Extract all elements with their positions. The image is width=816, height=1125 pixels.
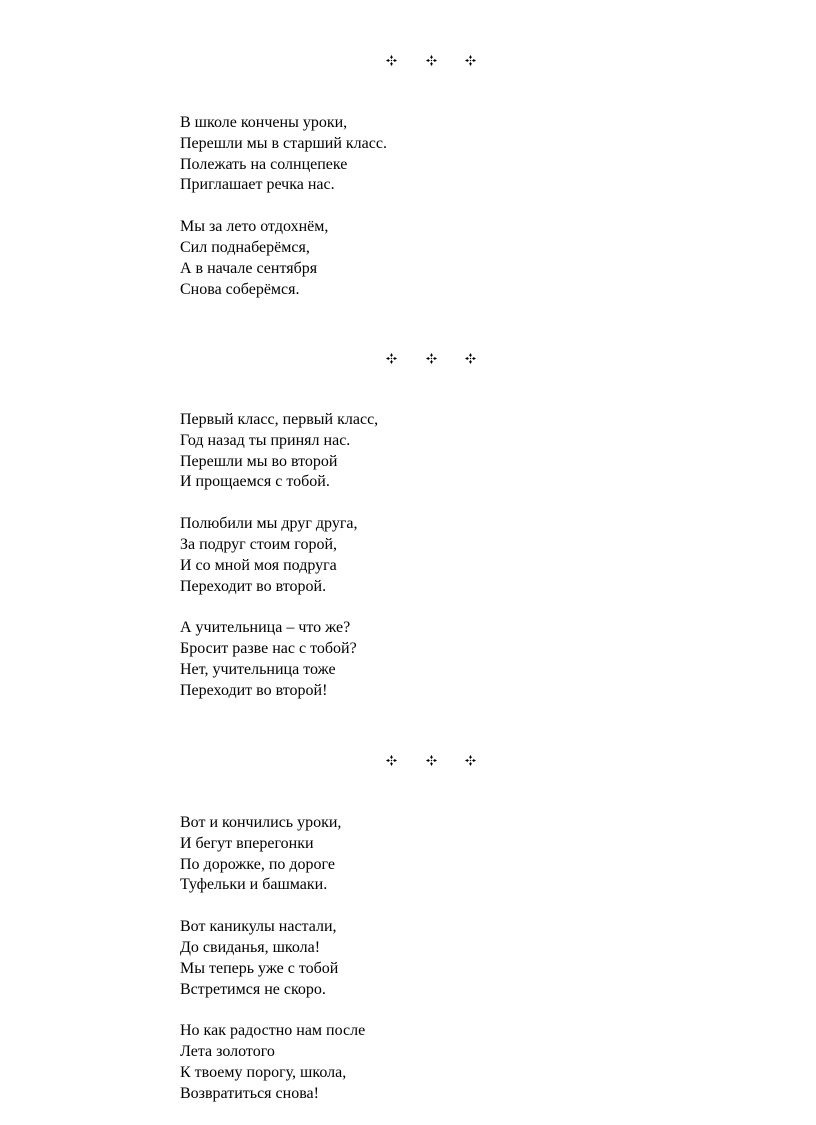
diamond-flower-icon bbox=[386, 353, 397, 364]
poem-line: Мы за лето отдохнём, bbox=[180, 218, 329, 236]
diamond-flower-icon bbox=[465, 353, 476, 364]
stanza bbox=[180, 618, 680, 701]
poem-line: Мы теперь уже с тобой bbox=[180, 959, 339, 977]
section-divider bbox=[386, 53, 476, 67]
poem-1 bbox=[180, 113, 680, 300]
poem-line: Переходит во второй! bbox=[180, 681, 328, 699]
poem-line: Полюбили мы друг друга, bbox=[180, 515, 358, 533]
poem-line: И прощаемся с тобой. bbox=[180, 473, 330, 491]
poem-line: И бегут вперегонки bbox=[180, 834, 314, 852]
poem-line: По дорожке, по дороге bbox=[180, 855, 335, 873]
poem-line: Переходит во второй. bbox=[180, 577, 327, 595]
poem-line: И со мной моя подруга bbox=[180, 556, 337, 574]
poem-line: Вот и кончились уроки, bbox=[180, 814, 342, 831]
stanza bbox=[180, 514, 680, 597]
poem-line: За подруг стоим горой, bbox=[180, 535, 338, 553]
poem-3 bbox=[180, 813, 680, 1105]
diamond-flower-icon bbox=[426, 353, 437, 364]
diamond-flower-icon bbox=[386, 55, 397, 66]
poem-line: Первый класс, первый класс, bbox=[180, 411, 379, 428]
poem-line: Сил поднаберёмся, bbox=[180, 238, 310, 256]
poem-line: Перешли мы во второй bbox=[180, 452, 338, 470]
poem-line: А в начале сентября bbox=[180, 259, 318, 277]
stanza bbox=[180, 113, 680, 196]
section-divider bbox=[386, 753, 476, 767]
poem-line: Встретимся не скоро. bbox=[180, 980, 326, 998]
poem-line: Но как радостно нам после bbox=[180, 1022, 366, 1040]
poem-line: Бросит разве нас с тобой? bbox=[180, 640, 357, 658]
poem-line: А учительница – что же? bbox=[180, 619, 351, 637]
poem-line: Приглашает речка нас. bbox=[180, 176, 335, 194]
diamond-flower-icon bbox=[465, 755, 476, 766]
stanza bbox=[180, 410, 680, 493]
poem-line: Туфельки и башмаки. bbox=[180, 876, 328, 894]
poem-line: Год назад ты принял нас. bbox=[180, 431, 351, 449]
diamond-flower-icon bbox=[386, 755, 397, 766]
poem-line: Полежать на солнцепеке bbox=[180, 155, 348, 173]
poem-line: Нет, учительница тоже bbox=[180, 660, 336, 678]
stanza bbox=[180, 813, 680, 896]
stanza bbox=[180, 217, 680, 300]
poem-line: Снова соберёмся. bbox=[180, 280, 300, 298]
diamond-flower-icon bbox=[426, 55, 437, 66]
diamond-flower-icon bbox=[426, 755, 437, 766]
poem-line: До свиданья, школа! bbox=[180, 938, 321, 956]
poem-line: Лета золотого bbox=[180, 1043, 275, 1061]
section-divider bbox=[386, 351, 476, 365]
stanza bbox=[180, 917, 680, 1000]
poem-line: В школе кончены уроки, bbox=[180, 114, 348, 131]
stanza bbox=[180, 1021, 680, 1104]
diamond-flower-icon bbox=[465, 55, 476, 66]
poem-2 bbox=[180, 410, 680, 702]
poem-line: К твоему порогу, школа, bbox=[180, 1063, 347, 1081]
poem-line: Перешли мы в старший класс. bbox=[180, 134, 387, 152]
poem-line: Вот каникулы настали, bbox=[180, 918, 337, 936]
poem-line: Возвратиться снова! bbox=[180, 1084, 319, 1102]
